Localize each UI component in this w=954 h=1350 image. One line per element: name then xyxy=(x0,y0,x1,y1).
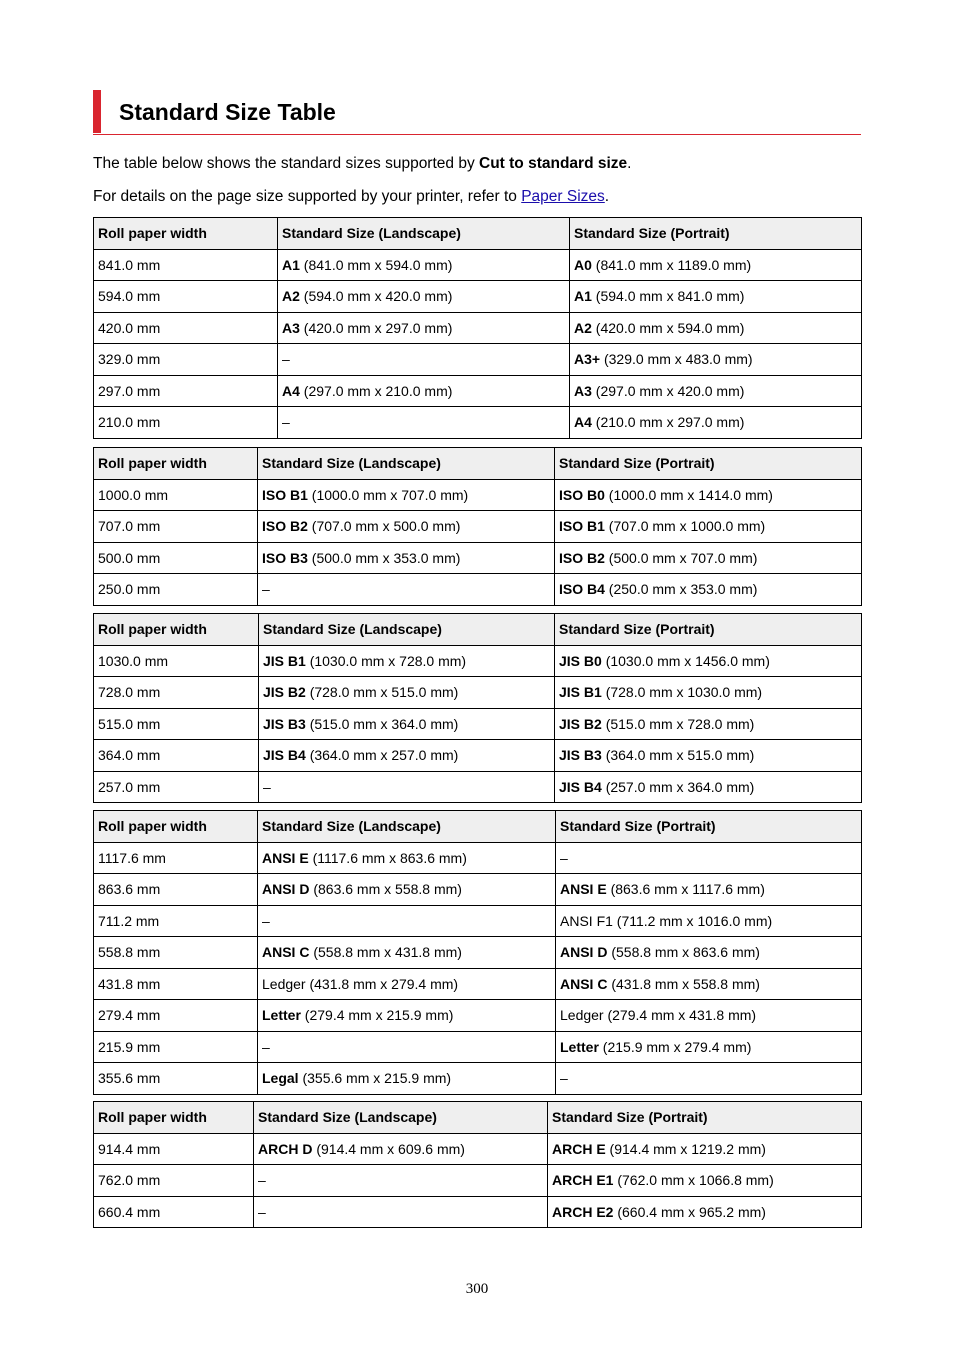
size-name: A2 xyxy=(282,288,300,305)
table-cell xyxy=(258,842,556,874)
size-dimensions: – xyxy=(560,1070,568,1087)
size-dimensions: – xyxy=(262,1038,270,1055)
size-dimensions: – xyxy=(262,912,270,929)
size-dimensions: (515.0 mm x 728.0 mm) xyxy=(601,715,755,732)
paper-sizes-link[interactable]: Paper Sizes xyxy=(521,188,605,205)
size-dimensions: (1117.6 mm x 863.6 mm) xyxy=(308,849,467,866)
table-cell xyxy=(258,511,555,543)
size-table xyxy=(93,1101,862,1228)
size-dimensions: 1000.0 mm xyxy=(98,486,169,503)
table-row xyxy=(94,1031,862,1063)
size-name: A1 xyxy=(282,256,300,273)
heading-accent-bar xyxy=(93,90,101,133)
table-cell xyxy=(259,645,555,677)
table-cell xyxy=(258,937,556,969)
size-table xyxy=(93,810,862,1095)
size-name: ANSI E xyxy=(262,849,309,866)
size-name: A2 xyxy=(574,319,592,336)
size-dimensions: (420.0 mm x 297.0 mm) xyxy=(299,319,453,336)
size-name: JIS B0 xyxy=(559,652,602,669)
size-name: ISO B2 xyxy=(559,549,605,566)
table-cell xyxy=(94,937,258,969)
size-dimensions: (1030.0 mm x 1456.0 mm) xyxy=(601,652,770,669)
table-row xyxy=(94,1165,862,1197)
size-dimensions: (500.0 mm x 707.0 mm) xyxy=(604,549,758,566)
table-cell xyxy=(555,708,862,740)
table-cell xyxy=(548,1165,862,1197)
table-cell xyxy=(570,249,862,281)
size-dimensions: (431.8 mm x 558.8 mm) xyxy=(607,975,760,992)
table-cell xyxy=(258,574,555,606)
table-row xyxy=(94,968,862,1000)
size-dimensions: (594.0 mm x 841.0 mm) xyxy=(591,288,745,305)
table-cell xyxy=(570,344,862,376)
table-cell xyxy=(259,708,555,740)
table-cell xyxy=(259,677,555,709)
table-cell xyxy=(254,1196,548,1228)
table-row xyxy=(94,1000,862,1032)
size-dimensions: (558.8 mm x 863.6 mm) xyxy=(607,944,760,961)
size-name: A0 xyxy=(574,256,592,273)
table-cell xyxy=(548,1133,862,1165)
table-row xyxy=(94,740,862,772)
size-name: A1 xyxy=(574,288,592,305)
size-dimensions: 215.9 mm xyxy=(98,1038,161,1055)
table-cell xyxy=(94,968,258,1000)
size-dimensions: (515.0 mm x 364.0 mm) xyxy=(305,715,459,732)
table-cell xyxy=(556,905,862,937)
column-header: Standard Size (Landscape) xyxy=(254,1102,548,1134)
size-name: JIS B4 xyxy=(559,778,602,795)
size-dimensions: (1000.0 mm x 1414.0 mm) xyxy=(604,486,773,503)
size-dimensions: (364.0 mm x 257.0 mm) xyxy=(305,747,459,764)
table-cell xyxy=(94,344,278,376)
table-row xyxy=(94,1133,862,1165)
table-cell xyxy=(555,574,862,606)
column-header: Roll paper width xyxy=(94,218,278,250)
table-cell xyxy=(555,771,862,803)
size-dimensions: (329.0 mm x 483.0 mm) xyxy=(600,351,753,368)
size-name: ARCH E xyxy=(552,1140,606,1157)
size-dimensions: (841.0 mm x 594.0 mm) xyxy=(299,256,453,273)
column-header: Standard Size (Landscape) xyxy=(258,448,555,480)
size-name: ARCH E2 xyxy=(552,1203,614,1220)
table-cell xyxy=(556,937,862,969)
size-dimensions: – xyxy=(282,414,290,431)
size-dimensions: (279.4 mm x 215.9 mm) xyxy=(300,1007,454,1024)
size-dimensions: 210.0 mm xyxy=(98,414,161,431)
size-name: ANSI C xyxy=(262,944,310,961)
size-dimensions: Ledger (279.4 mm x 431.8 mm) xyxy=(560,1007,757,1024)
table-cell xyxy=(94,677,259,709)
size-dimensions: 660.4 mm xyxy=(98,1203,161,1220)
intro-text: The table below shows the standard sizes supported by xyxy=(93,155,480,172)
size-name: ISO B4 xyxy=(559,581,605,598)
table-row xyxy=(94,375,862,407)
size-name: A3+ xyxy=(574,351,601,368)
size-name: ANSI D xyxy=(262,881,310,898)
table-cell xyxy=(258,1063,556,1095)
table-header-row xyxy=(94,448,862,480)
table-cell xyxy=(94,542,258,574)
table-cell xyxy=(94,905,258,937)
table-cell xyxy=(258,905,556,937)
table-row xyxy=(94,574,862,606)
table-row xyxy=(94,479,862,511)
size-dimensions: – xyxy=(282,351,290,368)
size-dimensions: 250.0 mm xyxy=(98,581,161,598)
table-cell xyxy=(259,771,555,803)
table-cell xyxy=(278,407,570,439)
size-dimensions: 297.0 mm xyxy=(98,382,161,399)
column-header: Roll paper width xyxy=(94,614,259,646)
table-cell xyxy=(94,574,258,606)
table-row xyxy=(94,344,862,376)
size-dimensions: Ledger (431.8 mm x 279.4 mm) xyxy=(262,975,459,992)
size-dimensions: (914.4 mm x 609.6 mm) xyxy=(312,1140,465,1157)
size-dimensions: (863.6 mm x 558.8 mm) xyxy=(309,881,462,898)
size-dimensions: (841.0 mm x 1189.0 mm) xyxy=(591,256,752,273)
table-cell xyxy=(555,511,862,543)
table-cell xyxy=(258,968,556,1000)
size-dimensions: (1030.0 mm x 728.0 mm) xyxy=(305,652,467,669)
table-cell xyxy=(259,740,555,772)
column-header: Standard Size (Landscape) xyxy=(278,218,570,250)
table-row xyxy=(94,708,862,740)
table-cell xyxy=(94,708,259,740)
table-cell xyxy=(556,1031,862,1063)
size-dimensions: 329.0 mm xyxy=(98,351,161,368)
column-header: Roll paper width xyxy=(94,811,258,843)
size-name: ISO B2 xyxy=(262,518,308,535)
size-dimensions: (660.4 mm x 965.2 mm) xyxy=(613,1203,766,1220)
size-name: ANSI D xyxy=(560,944,608,961)
size-dimensions: (500.0 mm x 353.0 mm) xyxy=(307,549,461,566)
size-dimensions: (1000.0 mm x 707.0 mm) xyxy=(307,486,469,503)
page-number: 300 xyxy=(465,1281,489,1297)
column-header: Standard Size (Portrait) xyxy=(555,614,862,646)
table-cell xyxy=(555,479,862,511)
table-row xyxy=(94,407,862,439)
table-cell xyxy=(94,511,258,543)
size-dimensions: 841.0 mm xyxy=(98,256,161,273)
table-cell xyxy=(94,1165,254,1197)
table-cell xyxy=(94,740,259,772)
table-cell xyxy=(94,771,259,803)
table-cell xyxy=(258,1000,556,1032)
column-header: Roll paper width xyxy=(94,448,258,480)
table-header-row xyxy=(94,614,862,646)
size-name: ISO B0 xyxy=(559,486,605,503)
size-dimensions: 431.8 mm xyxy=(98,975,161,992)
size-dimensions: (355.6 mm x 215.9 mm) xyxy=(298,1070,452,1087)
table-cell xyxy=(556,1063,862,1095)
table-row xyxy=(94,511,862,543)
table-cell xyxy=(278,375,570,407)
table-cell xyxy=(94,1133,254,1165)
table-cell xyxy=(254,1133,548,1165)
size-dimensions: (728.0 mm x 515.0 mm) xyxy=(305,684,459,701)
size-name: JIS B3 xyxy=(559,747,602,764)
size-name: Letter xyxy=(262,1007,301,1024)
table-cell xyxy=(94,249,278,281)
table-cell xyxy=(94,1196,254,1228)
column-header: Standard Size (Landscape) xyxy=(259,614,555,646)
size-dimensions: 762.0 mm xyxy=(98,1172,161,1189)
size-dimensions: 279.4 mm xyxy=(98,1007,161,1024)
size-name: JIS B2 xyxy=(263,684,306,701)
table-cell xyxy=(570,375,862,407)
size-dimensions: – xyxy=(258,1203,266,1220)
size-name: ANSI C xyxy=(560,975,608,992)
table-cell xyxy=(254,1165,548,1197)
size-dimensions: 711.2 mm xyxy=(98,912,160,929)
size-dimensions: (420.0 mm x 594.0 mm) xyxy=(591,319,745,336)
table-row xyxy=(94,771,862,803)
table-cell xyxy=(94,645,259,677)
size-name: JIS B4 xyxy=(263,747,306,764)
table-cell xyxy=(570,312,862,344)
table-cell xyxy=(555,542,862,574)
size-name: A4 xyxy=(282,382,300,399)
size-dimensions: 558.8 mm xyxy=(98,944,161,961)
size-dimensions: (707.0 mm x 500.0 mm) xyxy=(307,518,461,535)
size-name: A3 xyxy=(282,319,300,336)
table-cell xyxy=(94,1031,258,1063)
table-row xyxy=(94,937,862,969)
table-header-row xyxy=(94,218,862,250)
table-header-row xyxy=(94,811,862,843)
size-dimensions: 515.0 mm xyxy=(98,715,161,732)
size-dimensions: 364.0 mm xyxy=(98,747,161,764)
size-name: A4 xyxy=(574,414,592,431)
table-row xyxy=(94,645,862,677)
size-name: ISO B3 xyxy=(262,549,308,566)
size-dimensions: 728.0 mm xyxy=(98,684,161,701)
table-row xyxy=(94,677,862,709)
column-header: Standard Size (Portrait) xyxy=(570,218,862,250)
column-header: Standard Size (Portrait) xyxy=(555,448,862,480)
table-cell xyxy=(555,645,862,677)
size-table xyxy=(93,613,862,803)
table-cell xyxy=(94,281,278,313)
size-dimensions: 355.6 mm xyxy=(98,1070,161,1087)
size-name: JIS B1 xyxy=(559,684,602,701)
size-dimensions: – xyxy=(560,849,568,866)
intro-bold-term: Cut to standard size xyxy=(479,155,628,172)
size-dimensions: 707.0 mm xyxy=(98,518,161,535)
table-cell xyxy=(94,375,278,407)
table-cell xyxy=(94,312,278,344)
size-dimensions: – xyxy=(262,581,270,598)
size-dimensions: (762.0 mm x 1066.8 mm) xyxy=(613,1172,774,1189)
table-row xyxy=(94,281,862,313)
size-dimensions: (594.0 mm x 420.0 mm) xyxy=(299,288,453,305)
size-dimensions: ANSI F1 (711.2 mm x 1016.0 mm) xyxy=(560,912,773,929)
size-dimensions: (297.0 mm x 210.0 mm) xyxy=(299,382,453,399)
size-name: JIS B1 xyxy=(263,652,306,669)
size-dimensions: (707.0 mm x 1000.0 mm) xyxy=(604,518,766,535)
size-dimensions: 500.0 mm xyxy=(98,549,161,566)
size-name: ARCH D xyxy=(258,1140,313,1157)
size-name: ARCH E1 xyxy=(552,1172,614,1189)
size-dimensions: (215.9 mm x 279.4 mm) xyxy=(598,1038,752,1055)
table-cell xyxy=(555,677,862,709)
table-header-row xyxy=(94,1102,862,1134)
size-dimensions: (558.8 mm x 431.8 mm) xyxy=(309,944,462,961)
table-cell xyxy=(258,479,555,511)
size-dimensions: (863.6 mm x 1117.6 mm) xyxy=(606,881,765,898)
table-row xyxy=(94,1063,862,1095)
details-paragraph xyxy=(93,187,609,207)
table-cell xyxy=(94,1063,258,1095)
size-name: JIS B2 xyxy=(559,715,602,732)
table-row xyxy=(94,542,862,574)
column-header: Roll paper width xyxy=(94,1102,254,1134)
size-dimensions: 1117.6 mm xyxy=(98,849,166,866)
table-cell xyxy=(556,968,862,1000)
page-heading xyxy=(93,90,861,135)
column-header: Standard Size (Portrait) xyxy=(556,811,862,843)
size-dimensions: (364.0 mm x 515.0 mm) xyxy=(601,747,755,764)
column-header: Standard Size (Portrait) xyxy=(548,1102,862,1134)
size-dimensions: 914.4 mm xyxy=(98,1140,161,1157)
size-dimensions: (297.0 mm x 420.0 mm) xyxy=(591,382,745,399)
table-row xyxy=(94,312,862,344)
table-cell xyxy=(570,281,862,313)
table-cell xyxy=(258,1031,556,1063)
column-header: Standard Size (Landscape) xyxy=(258,811,556,843)
table-cell xyxy=(94,842,258,874)
details-end: . xyxy=(604,188,610,205)
table-cell xyxy=(258,542,555,574)
table-cell xyxy=(548,1196,862,1228)
table-row xyxy=(94,874,862,906)
size-dimensions: (728.0 mm x 1030.0 mm) xyxy=(601,684,763,701)
page-title: Standard Size Table xyxy=(119,99,336,125)
table-cell xyxy=(94,1000,258,1032)
size-name: Legal xyxy=(262,1070,299,1087)
size-dimensions: 257.0 mm xyxy=(98,778,161,795)
size-name: Letter xyxy=(560,1038,599,1055)
table-cell xyxy=(556,1000,862,1032)
table-cell xyxy=(94,479,258,511)
intro-end: . xyxy=(627,155,632,172)
table-cell xyxy=(278,281,570,313)
table-cell xyxy=(556,842,862,874)
table-row xyxy=(94,905,862,937)
table-row xyxy=(94,1196,862,1228)
table-row xyxy=(94,249,862,281)
intro-paragraph xyxy=(93,154,631,174)
size-name: ANSI E xyxy=(560,881,607,898)
table-cell xyxy=(278,312,570,344)
size-table xyxy=(93,447,862,606)
size-dimensions: (257.0 mm x 364.0 mm) xyxy=(601,778,755,795)
table-cell xyxy=(556,874,862,906)
size-name: ISO B1 xyxy=(262,486,308,503)
table-cell xyxy=(555,740,862,772)
size-dimensions: 863.6 mm xyxy=(98,881,161,898)
table-cell xyxy=(258,874,556,906)
size-dimensions: (210.0 mm x 297.0 mm) xyxy=(591,414,745,431)
details-text: For details on the page size supported by your printer, refer to xyxy=(93,188,522,205)
table-cell xyxy=(278,344,570,376)
size-dimensions: 594.0 mm xyxy=(98,288,161,305)
table-cell xyxy=(278,249,570,281)
table-cell xyxy=(94,407,278,439)
size-name: A3 xyxy=(574,382,592,399)
size-dimensions: – xyxy=(258,1172,266,1189)
table-row xyxy=(94,842,862,874)
size-name: JIS B3 xyxy=(263,715,306,732)
size-table xyxy=(93,217,862,439)
table-cell xyxy=(94,874,258,906)
size-name: ISO B1 xyxy=(559,518,605,535)
size-dimensions: – xyxy=(263,778,271,795)
size-dimensions: 420.0 mm xyxy=(98,319,161,336)
size-dimensions: (914.4 mm x 1219.2 mm) xyxy=(605,1140,766,1157)
size-dimensions: (250.0 mm x 353.0 mm) xyxy=(604,581,758,598)
table-cell xyxy=(570,407,862,439)
size-dimensions: 1030.0 mm xyxy=(98,652,169,669)
